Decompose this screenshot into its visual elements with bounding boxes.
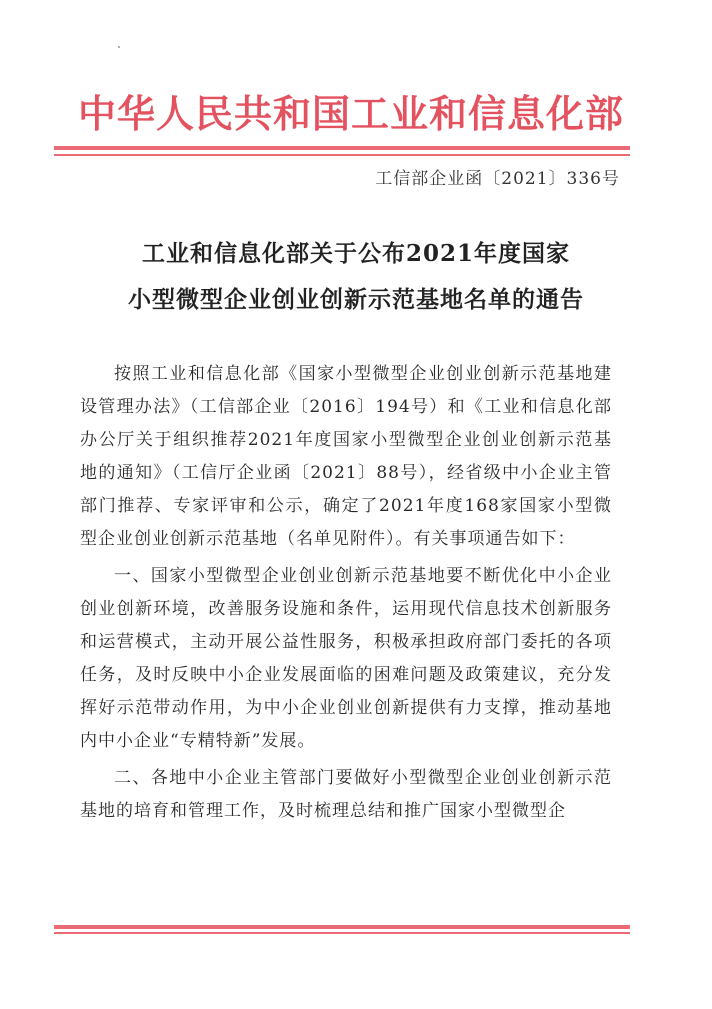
footer-rule-thin bbox=[54, 932, 630, 934]
scan-speck bbox=[118, 46, 120, 48]
paragraph-intro: 按照工业和信息化部《国家小型微型企业创业创新示范基地建设管理办法》（工信部企业〔2016〕194号）和《工业和信息化部办公厅关于组织推荐2021年度国家小型微型企业创业创新示范基地的通知》（工信厅企业函〔2021〕88号），经省级中小企业主管部门推荐、专家评审和公示，确定了2021年度168家国家小型微型企业创业创新示范基地（名单见附件）。有关事项通告如下： bbox=[80, 364, 612, 549]
document-number: 工信部企业函〔2021〕336号 bbox=[375, 169, 620, 189]
paragraph-item-2: 二、各地中小企业主管部门要做好小型微型企业创业创新示范基地的培育和管理工作，及时梳理总结和推广国家小型微型企 bbox=[80, 768, 612, 821]
document-title-line-1: 工业和信息化部关于公布2021年度国家 bbox=[141, 240, 570, 267]
header-rule-thin bbox=[54, 154, 630, 156]
header-rule-thick bbox=[54, 146, 630, 150]
paragraph-item-1: 一、国家小型微型企业创业创新示范基地要不断优化中小企业创业创新环境，改善服务设施和条件，运用现代信息技术创新服务和运营模式，主动开展公益性服务，积极承担政府部门委托的各项任务，及时反映中小企业发展面临的困难问题及政策建议，充分发挥好示范带动作用，为中小企业创业创新提供有力支撑，推动基地内中小企业“专精特新”发展。 bbox=[80, 566, 612, 751]
document-body bbox=[80, 358, 612, 832]
footer-rule-thick bbox=[54, 925, 630, 929]
document-title-line-2: 小型微型企业创业创新示范基地名单的通告 bbox=[128, 286, 584, 313]
issuing-agency-header: 中华人民共和国工业和信息化部 bbox=[78, 92, 625, 136]
